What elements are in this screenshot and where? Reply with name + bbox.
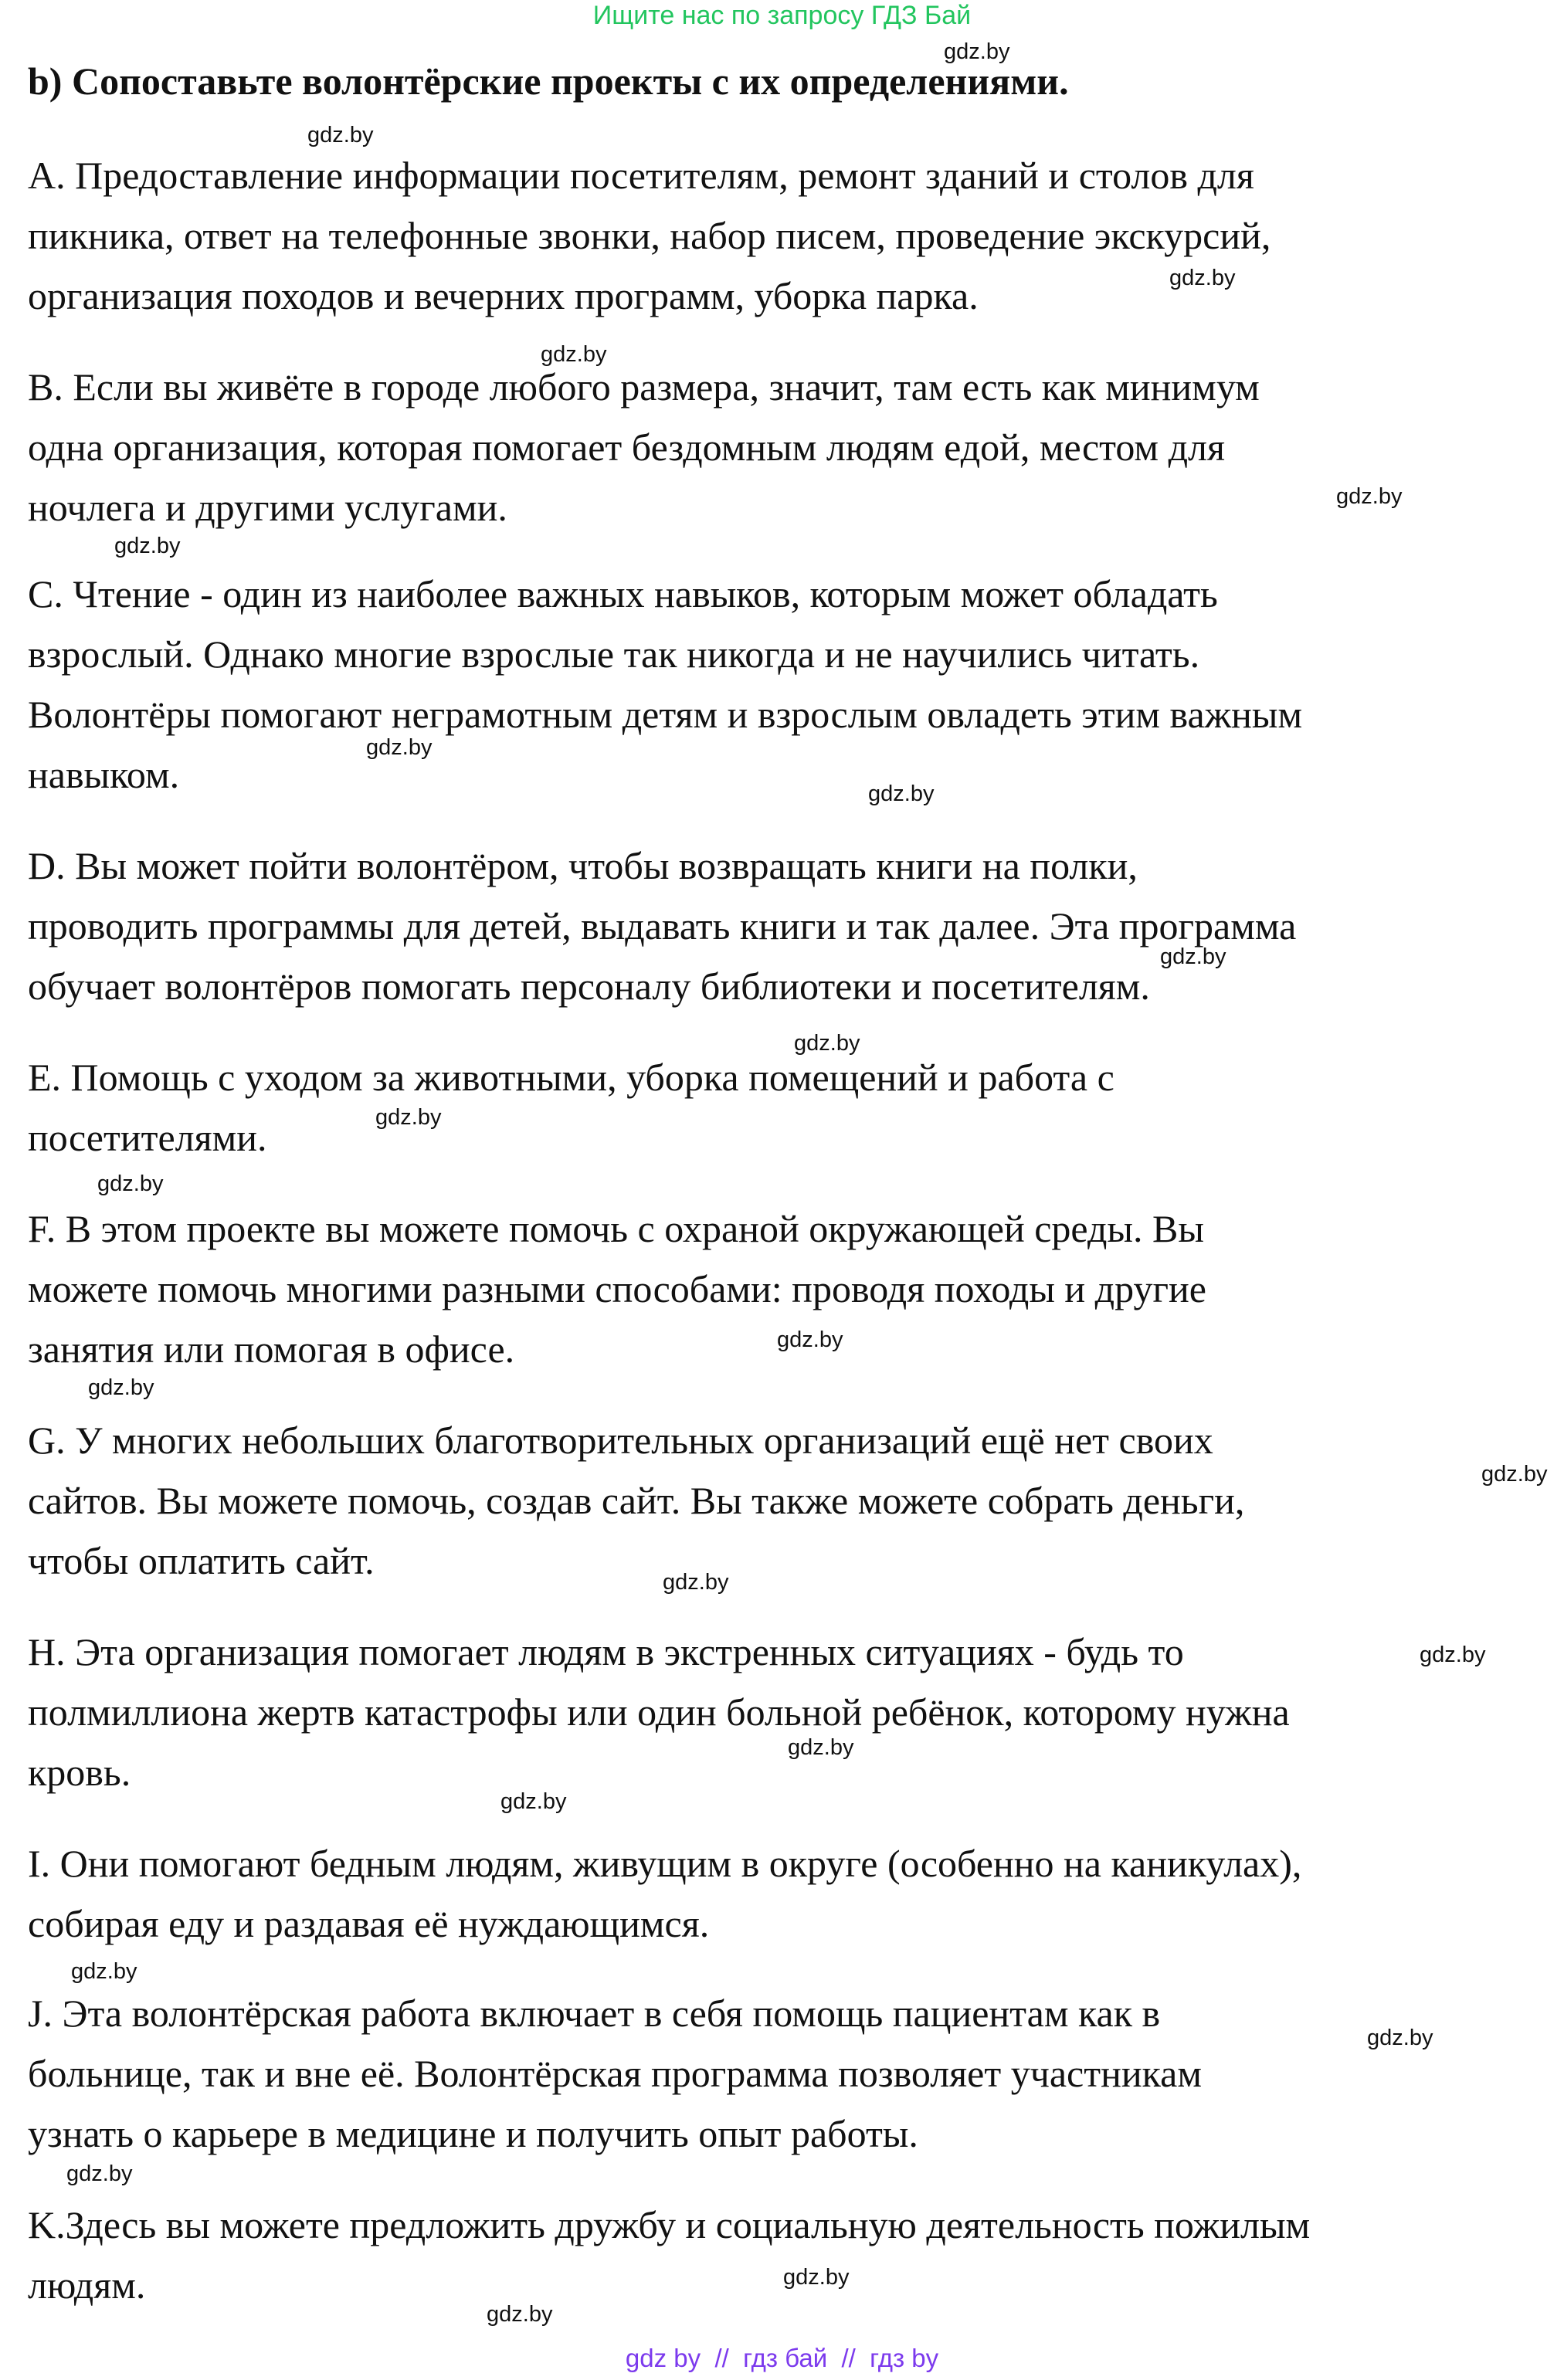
watermark: gdz.by bbox=[66, 2161, 133, 2186]
paragraph-line: посетителями. bbox=[28, 1116, 267, 1159]
paragraph-line: одна организация, которая помогает бездомным людям едой, местом для bbox=[28, 425, 1225, 469]
watermark: gdz.by bbox=[663, 1570, 729, 1595]
paragraph-line: K.Здесь вы можете предложить дружбу и социальную деятельность пожилым bbox=[28, 2203, 1311, 2246]
paragraph-line: Волонтёры помогают неграмотным детям и взрослым овладеть этим важным bbox=[28, 693, 1303, 736]
paragraph-line: сайтов. Вы можете помочь, создав сайт. Вы также можете собрать деньги, bbox=[28, 1479, 1245, 1522]
paragraph-line: обучает волонтёров помогать персоналу библиотеки и посетителям. bbox=[28, 965, 1150, 1008]
paragraph-line: H. Эта организация помогает людям в экстренных ситуациях - будь то bbox=[28, 1630, 1184, 1673]
paragraph-line: узнать о карьере в медицине и получить опыт работы. bbox=[28, 2112, 918, 2155]
watermark: gdz.by bbox=[97, 1171, 164, 1196]
watermark: gdz.by bbox=[944, 39, 1010, 64]
paragraph-line: A. Предоставление информации посетителям, ремонт зданий и столов для bbox=[28, 154, 1254, 197]
paragraph-line: больнице, так и вне её. Волонтёрская программа позволяет участникам bbox=[28, 2052, 1202, 2095]
paragraph-line: C. Чтение - один из наиболее важных навыков, которым может обладать bbox=[28, 572, 1218, 615]
watermark: gdz.by bbox=[1169, 266, 1236, 290]
paragraph-line: E. Помощь с уходом за животными, уборка помещений и работа с bbox=[28, 1056, 1114, 1099]
paragraph-line: можете помочь многими разными способами: проводя походы и другие bbox=[28, 1267, 1206, 1310]
watermark: gdz.by bbox=[71, 1959, 137, 1984]
watermark: gdz.by bbox=[777, 1327, 843, 1352]
paragraph-line: ночлега и другими услугами. bbox=[28, 486, 507, 529]
watermark: gdz.by bbox=[366, 735, 433, 760]
watermark: gdz.by bbox=[1160, 944, 1226, 969]
watermark: gdz.by bbox=[500, 1789, 567, 1814]
paragraph-i bbox=[28, 1833, 1545, 1954]
paragraph-b bbox=[28, 357, 1545, 537]
paragraph-line: полмиллиона жертв катастрофы или один больной ребёнок, которому нужна bbox=[28, 1690, 1290, 1734]
watermark: gdz.by bbox=[307, 123, 374, 147]
paragraph-line: кровь. bbox=[28, 1751, 131, 1794]
paragraph-line: занятия или помогая в офисе. bbox=[28, 1327, 515, 1371]
watermark: gdz.by bbox=[541, 342, 607, 367]
watermark: gdz.by bbox=[114, 534, 181, 558]
watermark: gdz.by bbox=[375, 1105, 442, 1130]
paragraph-line: чтобы оплатить сайт. bbox=[28, 1539, 375, 1582]
paragraph-line: взрослый. Однако многие взрослые так никогда и не научились читать. bbox=[28, 632, 1200, 676]
watermark: gdz.by bbox=[868, 781, 935, 806]
watermark: gdz.by bbox=[1336, 484, 1403, 509]
watermark: gdz.by bbox=[794, 1031, 860, 1056]
top-banner: Ищите нас по запросу ГДЗ Бай bbox=[592, 1, 972, 30]
paragraph-line: людям. bbox=[28, 2263, 146, 2307]
watermark: gdz.by bbox=[788, 1735, 854, 1760]
watermark: gdz.by bbox=[1420, 1643, 1486, 1667]
paragraph-a bbox=[28, 145, 1545, 326]
paragraph-line: F. В этом проекте вы можете помочь с охраной окружающей среды. Вы bbox=[28, 1207, 1204, 1250]
paragraph-h bbox=[28, 1622, 1545, 1802]
task-title: b) Сопоставьте волонтёрские проекты с их определениями. bbox=[28, 59, 1069, 103]
paragraph-g bbox=[28, 1410, 1548, 1591]
paragraph-d bbox=[28, 836, 1545, 1016]
paragraph-j bbox=[28, 1983, 1545, 2164]
paragraph-line: собирая еду и раздавая её нуждающимся. bbox=[28, 1902, 710, 1945]
paragraph-line: пикника, ответ на телефонные звонки, набор писем, проведение экскурсий, bbox=[28, 214, 1271, 257]
paragraph-e bbox=[28, 1047, 1545, 1168]
paragraph-line: G. У многих небольших благотворительных организаций ещё нет своих bbox=[28, 1419, 1213, 1462]
watermark: gdz.by bbox=[783, 2265, 850, 2290]
paragraph-k bbox=[28, 2195, 1545, 2315]
footer-links: gdz by // гдз бай // гдз by bbox=[625, 2344, 939, 2372]
paragraph-line: I. Они помогают бедным людям, живущим в округе (особенно на каникулах), bbox=[28, 1842, 1302, 1885]
paragraph-line: организация походов и вечерних программ, уборка парка. bbox=[28, 274, 979, 317]
watermark: gdz.by bbox=[487, 2302, 553, 2327]
paragraph-line: D. Вы может пойти волонтёром, чтобы возвращать книги на полки, bbox=[28, 844, 1138, 887]
paragraph-line: J. Эта волонтёрская работа включает в себя помощь пациентам как в bbox=[28, 1992, 1161, 2035]
paragraph-line: B. Если вы живёте в городе любого размера, значит, там есть как минимум bbox=[28, 365, 1260, 409]
paragraph-c bbox=[28, 564, 1545, 805]
paragraph-line: проводить программы для детей, выдавать книги и так далее. Эта программа bbox=[28, 904, 1297, 948]
paragraph-line: навыком. bbox=[28, 753, 180, 796]
watermark: gdz.by bbox=[88, 1375, 154, 1400]
watermark: gdz.by bbox=[1367, 2026, 1433, 2050]
watermark: gdz.by bbox=[1481, 1462, 1548, 1487]
